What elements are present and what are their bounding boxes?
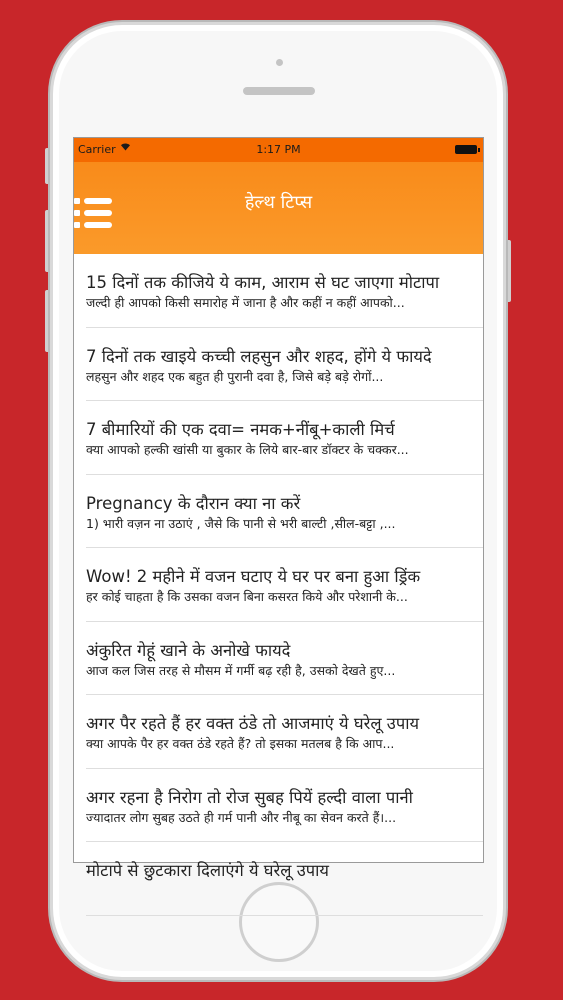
app-screen [73,137,484,880]
article-title: 15 दिनों तक कीजिये ये काम, आराम से घट जाएगा मोटापा [86,273,440,292]
article-summary: 1) भारी वज़न ना उठाएं , जैसे कि पानी से भरी बाल्टी ,सील-बट्टा ,... [86,515,396,531]
article-title: अगर रहना है निरोग तो रोज सुबह पियें हल्दी वाला पानी [86,787,413,807]
article-list [74,254,483,916]
article-summary: आज कल जिस तरह से मौसम में गर्मी बढ़ रही है, उसको देखते हुए... [86,662,396,678]
list-item[interactable] [86,401,483,475]
list-item[interactable] [86,254,483,328]
article-title: 7 बीमारियों की एक दवा= नमक+नींबू+काली मिर्च [86,420,395,439]
page-title: हेल्थ टिप्स [244,192,313,213]
list-item[interactable] [86,548,483,622]
nav-bar [74,162,483,254]
article-summary: क्या आपके पैर हर वक्त ठंडे रहते हैं? तो इसका मतलब है कि आप... [86,736,395,751]
list-item[interactable] [86,769,483,843]
status-bar [74,138,483,162]
list-item[interactable] [86,695,483,769]
article-summary: लहसुन और शहद एक बहुत ही पुरानी दवा है, जिसे बडे़ बडे़ रोगों... [86,368,384,384]
earpiece-speaker [243,87,315,95]
article-title: मोटापे से छुटकारा दिलाएंगे ये घरेलू उपाय [86,861,329,880]
article-title: अंकुरित गेहूं खाने के अनोखे फायदे [86,640,291,660]
article-summary: ज्यादातर लोग सुबह उठते ही गर्म पानी और नीबू का सेवन करते हैं।... [86,809,397,825]
battery-icon [455,145,477,154]
article-summary: जल्दी ही आपको किसी समारोह में जाना है और कहीं न कहीं आपको... [86,295,405,310]
article-summary: क्या आपको हल्की खांसी या बुकार के लिये बार-बार डॉक्टर के चक्कर... [86,442,409,457]
front-camera [276,59,283,66]
article-summary: हर कोई चाहता है कि उसका वजन बिना कसरत किये और परेशानी के... [86,589,408,604]
article-title: Wow! 2 महीने में वजन घटाए ये घर पर बना हुआ ड्रिंक [86,567,421,586]
article-title: Pregnancy के दौरान क्या ना करें [86,493,301,513]
article-title: अगर पैर रहते हैं हर वक्त ठंडे तो आजमाएं ये घरेलू उपाय [86,714,420,733]
article-title: 7 दिनों तक खाइये कच्ची लहसुन और शहद, होंगे ये फायदे [86,346,432,366]
list-item[interactable] [86,475,483,549]
status-time: 1:17 PM [256,143,301,156]
list-item[interactable] [86,842,483,916]
list-item[interactable] [86,328,483,402]
list-item[interactable] [86,622,483,696]
carrier-label: Carrier [78,143,116,156]
